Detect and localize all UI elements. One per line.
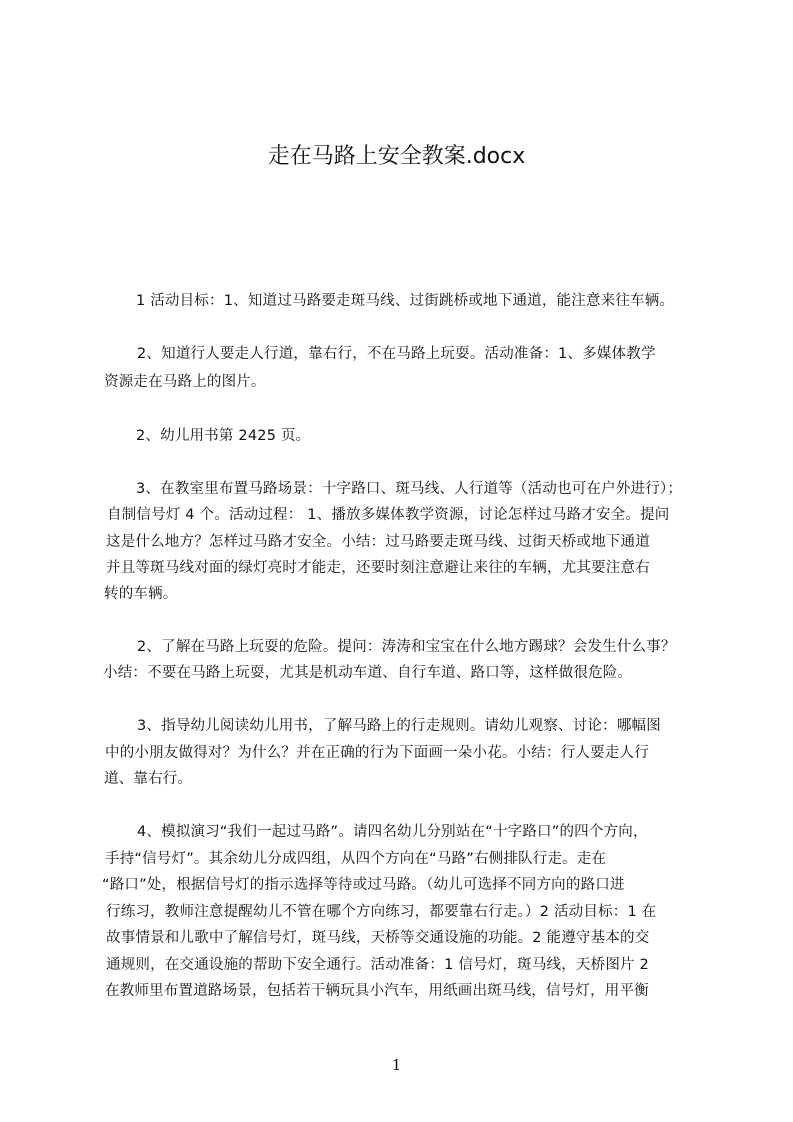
- body-line: “路口”处，根据信号灯的指示选择等待或过马路。（幼儿可选择不同方向的路口进: [102, 877, 625, 893]
- document-title: 走在马路上安全教案.docx: [267, 144, 526, 169]
- body-line: 道、靠右行。: [104, 771, 193, 787]
- body-line: 在教师里布置道路场景，包括若干辆玩具小汽车，用纸画出斑马线，信号灯，用平衡: [105, 983, 649, 999]
- body-line: 通规则，在交通设施的帮助下安全通行。活动准备：1 信号灯，斑马线，天桥图片 2: [106, 957, 649, 973]
- body-line: 2、了解在马路上玩耍的危险。提问：涛涛和宝宝在什么地方踢球？会发生什么事？: [137, 639, 676, 655]
- body-line: 自制信号灯 4 个。活动过程： 1、播放多媒体教学资源，讨论怎样过马路才安全。提问: [107, 507, 670, 523]
- body-line: 这是什么地方？怎样过马路才安全。小结：过马路要走斑马线、过街天桥或地下通道: [106, 534, 650, 550]
- body-line: 2、知道行人要走人行道，靠右行，不在马路上玩耍。活动准备：1、多媒体教学: [137, 346, 656, 362]
- body-line: 并且等斑马线对面的绿灯亮时才能走，还要时刻注意避让来往的车辆，尤其要注意右: [106, 560, 650, 576]
- body-line: 2、幼儿用书第 2425 页。: [136, 428, 311, 444]
- body-line: 3、在教室里布置马路场景：十字路口、斑马线、人行道等（活动也可在户外进行）；: [136, 481, 683, 497]
- body-line: 手持“信号灯”。其余幼儿分成四组，从四个方向在“马路”右侧排队行走。走在: [105, 851, 607, 867]
- body-line: 中的小朋友做得对？为什么？并在正确的行为下面画一朵小花。小结：行人要走人行: [105, 745, 649, 761]
- page-number: 1: [391, 1056, 402, 1074]
- body-line: 小结：不要在马路上玩耍，尤其是机动车道、自行车道、路口等，这样做很危险。: [103, 665, 633, 681]
- body-line: 故事情景和儿歌中了解信号灯，斑马线，天桥等交通设施的功能。2 能遵守基本的交: [106, 930, 650, 946]
- body-line: 行练习，教师注意提醒幼儿不管在哪个方向练习，都要靠右行走。）2 活动目标：1 在: [106, 904, 657, 920]
- body-line: 转的车辆。: [104, 586, 178, 602]
- body-line: 4、模拟演习“我们一起过马路”。请四名幼儿分别站在“十字路口”的四个方向，: [137, 824, 648, 840]
- body-line: 1 活动目标：1、知道过马路要走斑马线、过街跳桥或地下通道，能注意来往车辆。: [136, 293, 675, 309]
- body-line: 3、指导幼儿阅读幼儿用书，了解马路上的行走规则。请幼儿观察、讨论：哪幅图: [137, 718, 661, 734]
- body-line: 资源走在马路上的图片。: [104, 374, 266, 390]
